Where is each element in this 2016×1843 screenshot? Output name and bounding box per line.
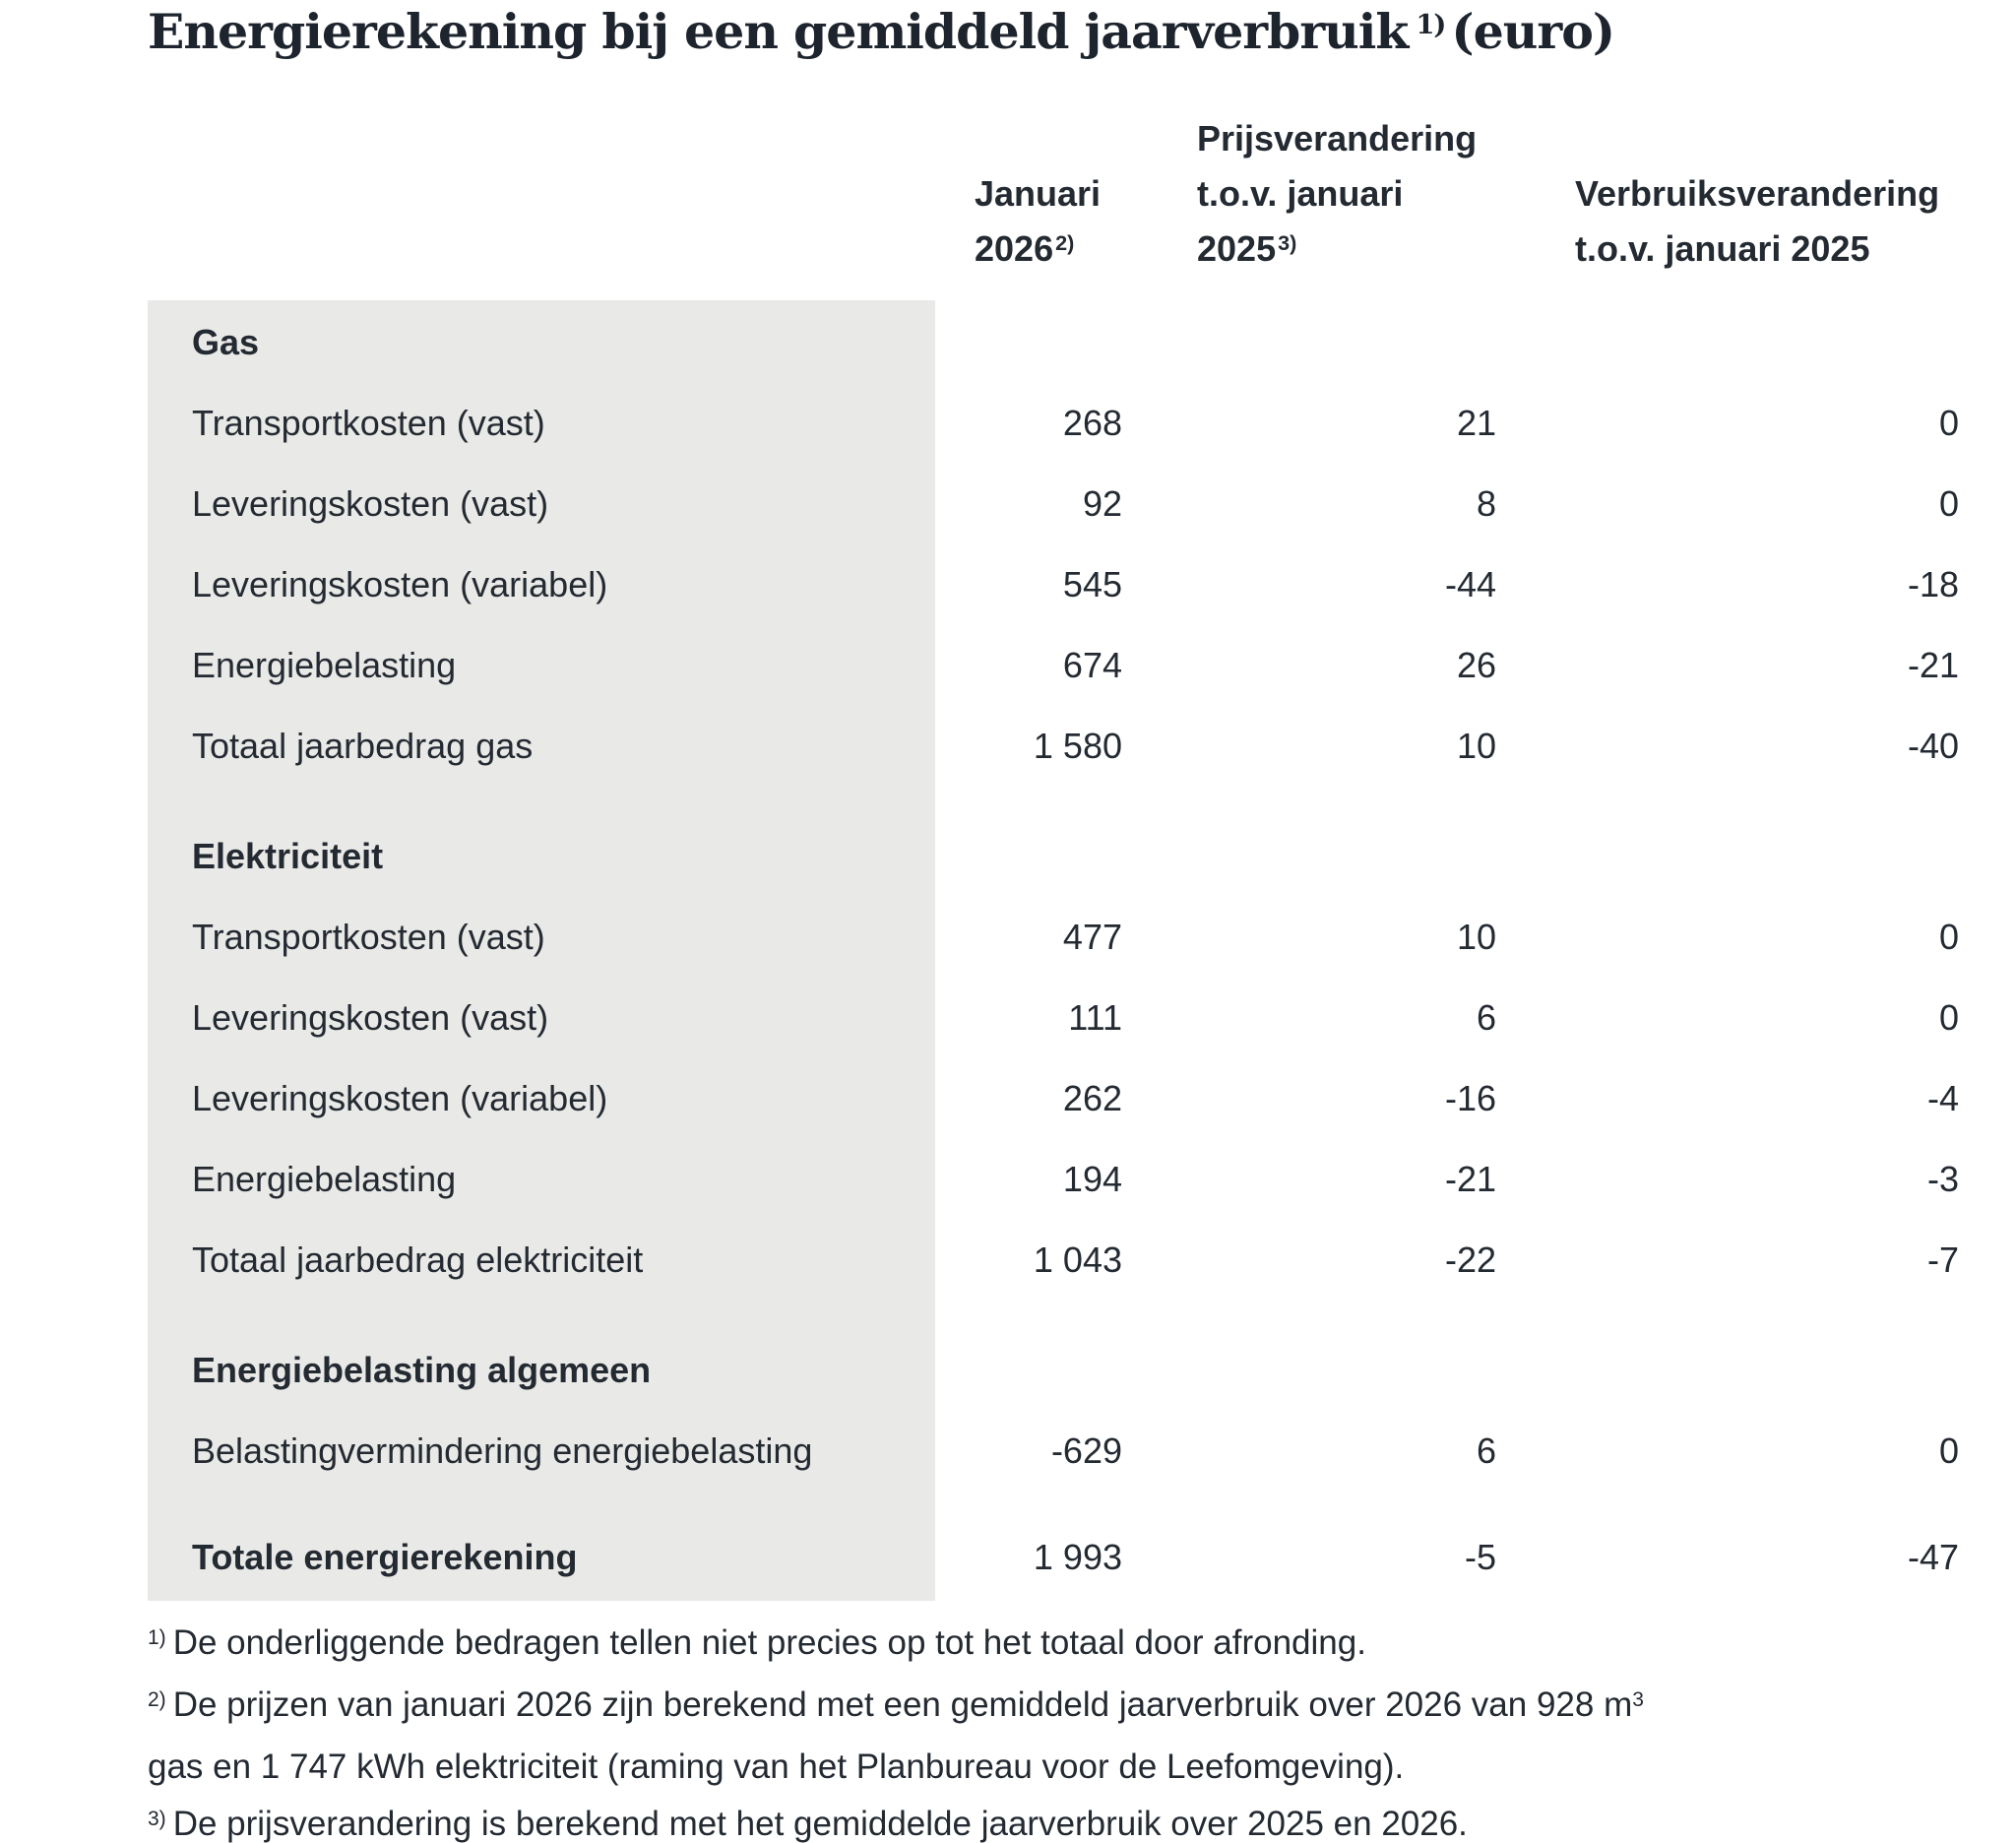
footnote [148, 1615, 1900, 1677]
table-row [148, 1139, 1969, 1220]
cell-verbruiksverandering: 0 [1938, 997, 1959, 1038]
column-header-verbruiksverandering [1506, 166, 1969, 284]
header-line: Prijsverandering [1197, 118, 1478, 159]
cell-prijsverandering: 6 [1476, 1430, 1496, 1471]
title-footnote-marker: 1) [1416, 8, 1446, 40]
cell-verbruiksverandering: 0 [1938, 1430, 1959, 1471]
table-row [148, 464, 1969, 544]
cell-januari-2026: -629 [1050, 1430, 1122, 1471]
header-line: t.o.v. januari [1197, 173, 1404, 214]
total-row [148, 1517, 1969, 1598]
cell-januari-2026: 545 [1062, 564, 1122, 604]
footnote-marker: 2) [148, 1687, 166, 1711]
footnote-superscript: 3 [1632, 1687, 1644, 1711]
row-label: Leveringskosten (variabel) [192, 564, 608, 604]
row-label: Leveringskosten (vast) [192, 483, 549, 524]
table-row [148, 897, 1969, 978]
cell-verbruiksverandering: 0 [1938, 917, 1959, 957]
column-header-januari-2026 [935, 166, 1132, 284]
header-footnote-marker: 3) [1278, 230, 1297, 256]
cell-prijsverandering: 6 [1476, 997, 1496, 1038]
footnote-text: De prijzen van januari 2026 zijn berekend met een gemiddeld jaarverbruik over 2026 van 928 m [172, 1685, 1633, 1724]
cell-januari-2026: 268 [1062, 403, 1122, 443]
total-row-label: Totale energierekening [192, 1537, 578, 1577]
cell-verbruiksverandering: -21 [1907, 645, 1959, 685]
table-row [148, 1058, 1969, 1139]
footnote-marker: 1) [148, 1625, 166, 1649]
header-footnote-marker: 2) [1055, 230, 1075, 256]
cell-januari-2026: 1 993 [1033, 1537, 1122, 1577]
table-header-row [148, 87, 1969, 284]
cell-januari-2026: 1 043 [1033, 1239, 1122, 1280]
footnote-text: De onderliggende bedragen tellen niet precies op tot het totaal door afronding. [172, 1623, 1366, 1662]
section-header-row-gas [148, 302, 1969, 383]
footnote-text-line2: gas en 1 747 kWh elektriciteit (raming van het Planbureau voor de Leefomgeving). [148, 1748, 1405, 1786]
row-label: Leveringskosten (variabel) [192, 1078, 608, 1118]
section-header-label: Energiebelasting algemeen [192, 1350, 652, 1390]
cell-prijsverandering: 8 [1476, 483, 1496, 524]
section-header-label: Gas [192, 322, 260, 362]
footnote [148, 1796, 1900, 1843]
column-header-prijsverandering [1132, 111, 1506, 284]
row-label: Transportkosten (vast) [192, 917, 545, 957]
row-label: Leveringskosten (vast) [192, 997, 549, 1038]
header-line: t.o.v. januari 2025 [1575, 228, 1870, 269]
footnote-marker: 3) [148, 1807, 166, 1830]
cell-verbruiksverandering: 0 [1938, 403, 1959, 443]
table-body [148, 302, 1969, 1598]
row-label: Totaal jaarbedrag gas [192, 726, 534, 766]
cell-prijsverandering: -44 [1444, 564, 1496, 604]
header-spacer [148, 282, 935, 284]
row-label: Energiebelasting [192, 1159, 457, 1199]
section-header-label: Elektriciteit [192, 836, 384, 876]
cell-prijsverandering: 26 [1456, 645, 1496, 685]
cell-prijsverandering: 21 [1456, 403, 1496, 443]
cell-verbruiksverandering: -47 [1907, 1537, 1959, 1577]
cell-verbruiksverandering: -3 [1926, 1159, 1959, 1199]
cell-verbruiksverandering: 0 [1938, 483, 1959, 524]
cell-prijsverandering: 10 [1456, 726, 1496, 766]
page-title [148, 0, 1614, 71]
cell-verbruiksverandering: -4 [1926, 1078, 1959, 1118]
cell-verbruiksverandering: -40 [1907, 726, 1959, 766]
table-row [148, 978, 1969, 1058]
table-row [148, 544, 1969, 625]
section-header-row-energiebelasting-algemeen [148, 1330, 1969, 1411]
header-line: 2026$^{2)}$ [975, 228, 1075, 269]
table-row-subtotal-elektriciteit [148, 1220, 1969, 1301]
header-line: Verbruiksverandering [1575, 173, 1940, 214]
cell-verbruiksverandering: -7 [1926, 1239, 1959, 1280]
cell-januari-2026: 111 [1068, 997, 1122, 1038]
footnote [148, 1677, 1900, 1796]
cell-prijsverandering: 10 [1456, 917, 1496, 957]
title-unit: (euro) [1451, 3, 1615, 60]
header-line: Januari [975, 173, 1102, 214]
cell-prijsverandering: -22 [1444, 1239, 1496, 1280]
cell-prijsverandering: -16 [1444, 1078, 1496, 1118]
table-row [148, 383, 1969, 464]
row-label: Belastingvermindering energiebelasting [192, 1430, 813, 1471]
cell-januari-2026: 1 580 [1033, 726, 1122, 766]
footnote-text: De prijsverandering is berekend met het gemiddelde jaarverbruik over 2025 en 2026. [172, 1805, 1468, 1843]
title-text: Energierekening bij een gemiddeld jaarverbruik [148, 3, 1409, 60]
section-header-row-elektriciteit [148, 816, 1969, 897]
cell-januari-2026: 92 [1082, 483, 1122, 524]
cell-prijsverandering: -5 [1464, 1537, 1496, 1577]
cell-verbruiksverandering: -18 [1907, 564, 1959, 604]
footnotes [148, 1615, 1900, 1843]
energy-bill-table [148, 87, 1969, 1598]
header-line: 2025$^{3)}$ [1197, 228, 1297, 269]
table-row [148, 1411, 1969, 1492]
cell-januari-2026: 674 [1062, 645, 1122, 685]
row-label: Totaal jaarbedrag elektriciteit [192, 1239, 644, 1280]
row-label: Energiebelasting [192, 645, 457, 685]
cell-januari-2026: 194 [1062, 1159, 1122, 1199]
row-label: Transportkosten (vast) [192, 403, 545, 443]
table-row-subtotal-gas [148, 706, 1969, 787]
cell-prijsverandering: -21 [1444, 1159, 1496, 1199]
cell-januari-2026: 477 [1062, 917, 1122, 957]
table-row [148, 625, 1969, 706]
cell-januari-2026: 262 [1062, 1078, 1122, 1118]
